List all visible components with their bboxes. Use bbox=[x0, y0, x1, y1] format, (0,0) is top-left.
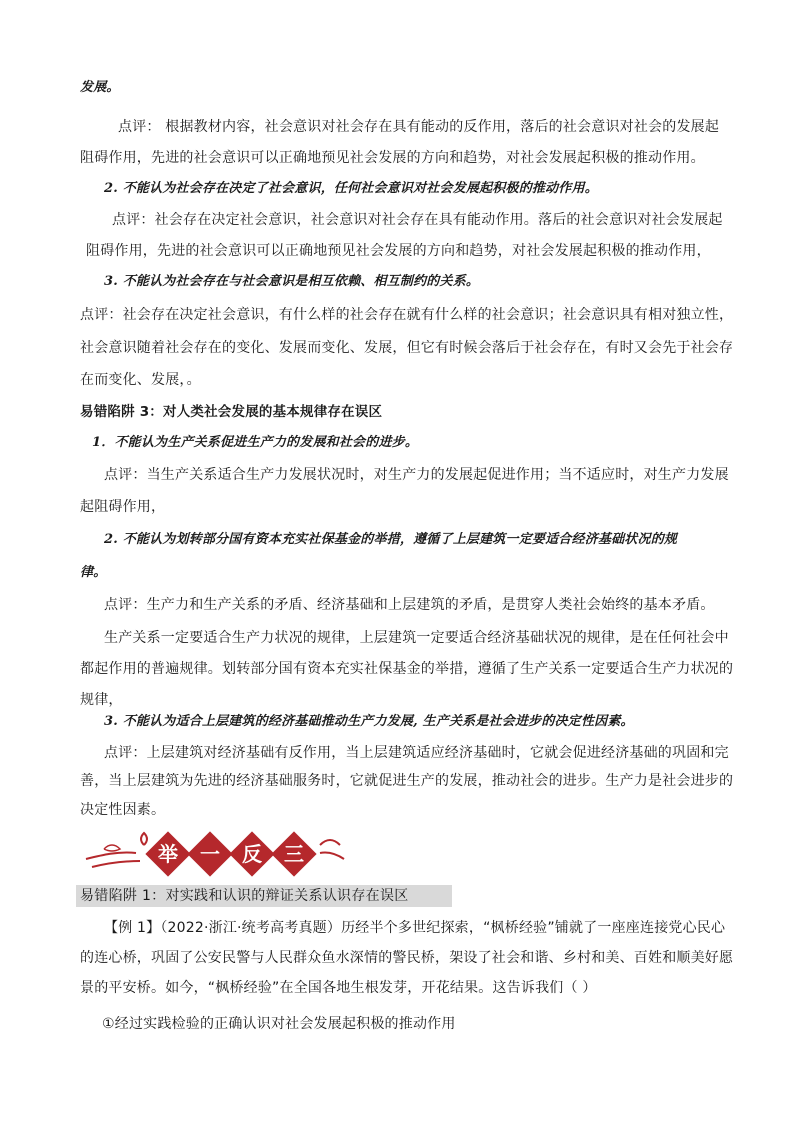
banner-char: 反 bbox=[242, 842, 262, 866]
trap-item: 3. 不能认为社会存在与社会意识是相互依赖、相互制约的关系。 bbox=[104, 274, 480, 289]
trap-item: 2. 不能认为划转部分国有资本充实社保基金的举措，遵循了上层建筑一定要适合经济基础状况的规 bbox=[104, 532, 678, 547]
example-line: 景的平安桥。如今，“枫桥经验”在全国各地生根发芽，开花结果。这告诉我们（ ） bbox=[80, 980, 597, 996]
comment-line: 起阻碍作用， bbox=[80, 499, 166, 515]
trap-item: 3. 不能认为适合上层建筑的经济基础推动生产力发展, 生产关系是社会进步的决定性因素。 bbox=[104, 714, 634, 729]
comment-line: 社会意识随着社会存在的变化、发展而变化、发展，但它有时候会落后于社会存在，有时又会先于社会存 bbox=[80, 340, 734, 356]
trap-item: 1．不能认为生产关系促进生产力的发展和社会的进步。 bbox=[92, 435, 419, 450]
banner-decoration bbox=[84, 825, 346, 883]
comment-line: 善，当上层建筑为先进的经济基础服务时，它就促进生产的发展，推动社会的进步。生产力是社会进步的 bbox=[80, 773, 734, 789]
comment-line: 点评：社会存在决定社会意识，社会意识对社会存在具有能动作用。落后的社会意识对社会发展起 bbox=[112, 212, 723, 228]
banner-char: 一 bbox=[200, 842, 220, 866]
comment-line: 点评：上层建筑对经济基础有反作用，当上层建筑适应经济基础时，它就会促进经济基础的巩固和完 bbox=[104, 745, 729, 761]
banner-ornament-icon bbox=[84, 825, 346, 883]
text-line: 发展。 bbox=[80, 80, 120, 95]
comment-line: 点评：当生产关系适合生产力发展状况时，对生产力的发展起促进作用；当不适应时，对生产力发展 bbox=[104, 467, 729, 483]
option-line: ①经过实践检验的正确认识对社会发展起积极的推动作用 bbox=[102, 1016, 456, 1032]
comment-line: 点评： 根据教材内容，社会意识对社会存在具有能动的反作用，落后的社会意识对社会的发展起 bbox=[118, 119, 720, 135]
comment-line: 都起作用的普遍规律。划转部分国有资本充实社保基金的举措，遵循了生产关系一定要适合生产力状况的 bbox=[80, 661, 734, 677]
comment-line: 规律， bbox=[80, 692, 123, 708]
banner-char: 举 bbox=[158, 842, 178, 866]
comment-line: 点评：社会存在决定社会意识，有什么样的社会存在就有什么样的社会意识；社会意识具有相对独立性， bbox=[80, 307, 734, 323]
comment-line: 决定性因素。 bbox=[80, 802, 166, 818]
section-heading: 易错陷阱 1：对实践和认识的辩证关系认识存在误区 bbox=[80, 888, 409, 904]
comment-line: 阻碍作用，先进的社会意识可以正确地预见社会发展的方向和趋势，对社会发展起积极的推动作用。 bbox=[80, 150, 705, 166]
comment-line: 阻碍作用，先进的社会意识可以正确地预见社会发展的方向和趋势，对社会发展起积极的推动作用， bbox=[86, 243, 711, 259]
comment-line: 点评：生产力和生产关系的矛盾、经济基础和上层建筑的矛盾，是贯穿人类社会始终的基本矛盾。 bbox=[104, 597, 715, 613]
example-line: 【例 1】（2022·浙江·统考高考真题）历经半个多世纪探索，“枫桥经验”铺就了一座座连接党心民心 bbox=[104, 920, 726, 936]
trap-item: 律。 bbox=[80, 565, 107, 580]
section-heading: 易错陷阱 3：对人类社会发展的基本规律存在误区 bbox=[80, 404, 383, 420]
comment-line: 生产关系一定要适合生产力状况的规律，上层建筑一定要适合经济基础状况的规律，是在任何社会中 bbox=[104, 630, 729, 646]
comment-line: 在而变化、发展，。 bbox=[80, 372, 201, 388]
example-line: 的连心桥，巩固了公安民警与人民群众鱼水深情的警民桥，架设了社会和谐、乡村和美、百姓和顺美好愿 bbox=[80, 950, 734, 966]
trap-item: 2. 不能认为社会存在决定了社会意识，任何社会意识对社会发展起积极的推动作用。 bbox=[104, 181, 598, 196]
banner-char: 三 bbox=[284, 842, 304, 866]
